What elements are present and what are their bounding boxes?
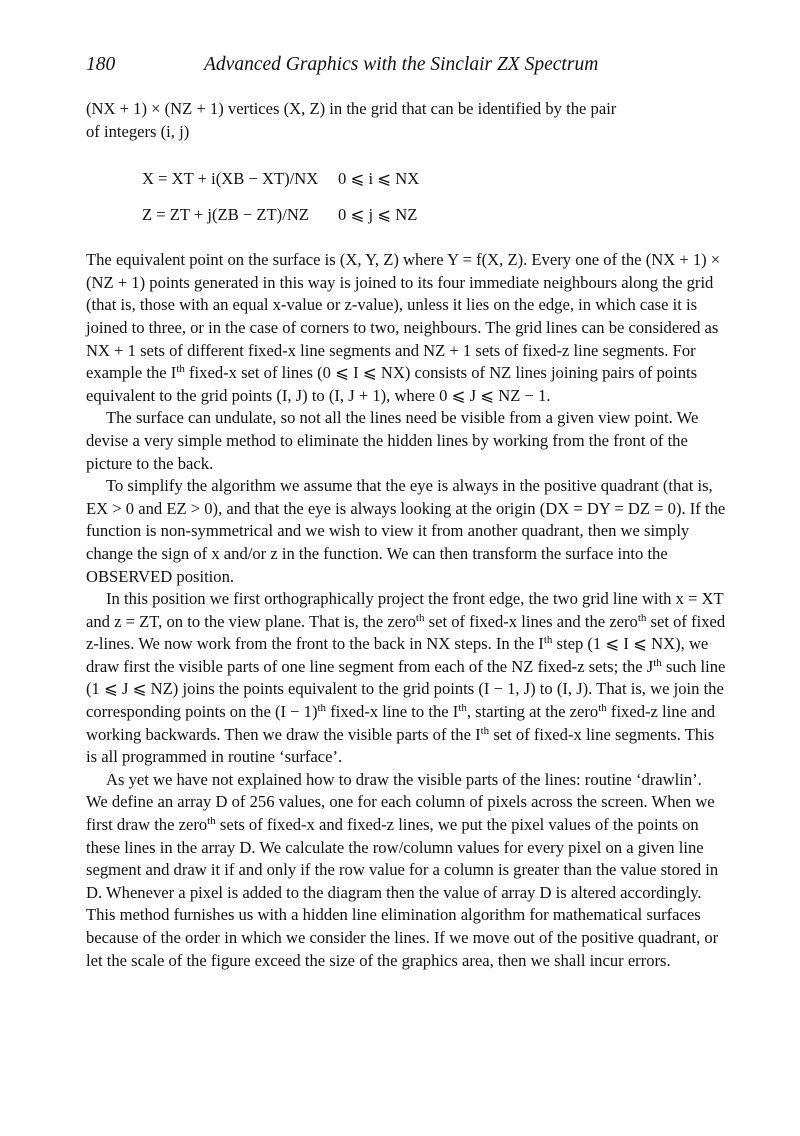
- equation-block: [142, 161, 726, 233]
- paragraph-4-part-i: set of fixed-x line segments. This is all programmed in routine ‘surface’.: [86, 724, 715, 767]
- superscript: th: [543, 634, 553, 647]
- superscript: th: [176, 363, 185, 376]
- paragraph-3: To simplify the algorithm we assume that the eye is always in the positive quadrant (that is, EX > 0 and EZ > 0), and that the eye is always looking at the origin (DX = DY = DZ = 0). If the function is non-symmetrical and we wish to view it from another quadrant, then we simply change the sign of x and/or z in the function. We can then transform the surface into the OBSERVED position.: [86, 476, 726, 586]
- superscript: th: [207, 815, 216, 828]
- superscript: th: [480, 724, 490, 737]
- paragraph-4-part-e: such line (1 ⩽ J ⩽ NZ) joins the points equivalent to the grid points (I − 1, J) to (I, J). That is, we join the corresponding points on the (I − 1): [86, 656, 726, 722]
- intro-paragraph: [86, 98, 726, 143]
- intro-line-2: of integers (i, j): [86, 121, 190, 141]
- paragraph-1: [86, 249, 726, 407]
- paragraph-5-part-b: sets of fixed-x and fixed-z lines, we put the pixel values of the points on these lines in the array D. We calculate the row/column values for every pixel on a given line segment and draw it if and only if the row value for a column is greater than the value stored in D. Whenever a pixel is added to the diagram then the value of array D is altered accordingly. This method furnishes us with a hidden line elimination algorithm for mathematical surfaces because of the order in which we consider the lines. If we move out of the positive quadrant, or let the scale of the figure exceed the size of the graphics area, then we shall incur errors.: [86, 815, 719, 970]
- equation-z-range: 0 ⩽ j ⩽ NZ: [338, 204, 418, 224]
- book-page: [86, 54, 726, 972]
- superscript: th: [458, 702, 467, 715]
- intro-line-1: (NX + 1) × (NZ + 1) vertices (X, Z) in the grid that can be identified by the pair: [86, 99, 617, 118]
- paragraph-2: The surface can undulate, so not all the lines need be visible from a given view point. We devise a very simple method to eliminate the hidden lines by working from the front of the picture to the back.: [86, 408, 699, 473]
- paragraph-5-part-a: As yet we have not explained how to draw the visible parts of the lines: routine ‘drawlin’. We define an array D of 256 values, one for each column of pixels across the screen. When we first draw the zero: [86, 769, 715, 835]
- superscript: th: [598, 702, 607, 715]
- paragraph-4-part-d: step (1 ⩽ I ⩽ NX), we draw first the visible parts of one line segment from each of the NZ fixed-z sets; the J: [86, 634, 709, 676]
- paragraph-4-part-f: fixed-x line to the I: [326, 702, 459, 722]
- equation-x: [142, 161, 726, 197]
- superscript: th: [415, 611, 425, 624]
- equation-x-formula: X = XT + i(XB − XT)/NX: [142, 168, 319, 188]
- paragraph-1-part-1: The equivalent point on the surface is (X, Y, Z) where Y = f(X, Z). Every one of the (NX + 1) × (NZ + 1) points generated in this way is joined to its four immediate neighbours along the grid (that is, those with an equal x-value or z-value), unless it lies on the edge, in which case it is joined to three, or in the case of corners to two, neighbours. The grid lines can be considered as NX + 1 sets of different fixed-x line segments and NZ + 1 sets of fixed-z line segments. For example the I: [86, 250, 721, 383]
- paragraph-4-part-c: set of fixed z-lines. We now work from the front to the back in NX steps. In the I: [86, 611, 726, 654]
- superscript: th: [317, 702, 327, 715]
- page-number: 180: [86, 54, 116, 75]
- superscript: th: [637, 611, 647, 624]
- paragraph-4-part-h: fixed-z line and working backwards. Then we draw the visible parts of the I: [86, 702, 716, 744]
- paragraph-5: [86, 769, 726, 972]
- equation-x-range: 0 ⩽ i ⩽ NX: [338, 168, 420, 188]
- equation-z: [142, 197, 726, 233]
- paragraph-4: [86, 588, 726, 769]
- paragraph-4-part-b: set of fixed-x lines and the zero: [424, 611, 638, 631]
- paragraph-4-part-a: In this position we first orthographically project the front edge, the two grid line with x = XT and z = ZT, on to the view plane. That is, the zero: [86, 589, 724, 631]
- body-text: [86, 98, 726, 972]
- superscript: th: [653, 656, 662, 669]
- equation-z-formula: Z = ZT + j(ZB − ZT)/NZ: [142, 204, 309, 224]
- running-head: [86, 54, 726, 76]
- paragraph-1-part-2: fixed-x set of lines (0 ⩽ I ⩽ NX) consists of NZ lines joining pairs of points equivalent to the grid points (I, J) to (I, J + 1), where 0 ⩽ J ⩽ NZ − 1.: [86, 363, 698, 405]
- book-title: Advanced Graphics with the Sinclair ZX Spectrum: [204, 54, 599, 75]
- paragraph-4-part-g: , starting at the zero: [466, 702, 599, 722]
